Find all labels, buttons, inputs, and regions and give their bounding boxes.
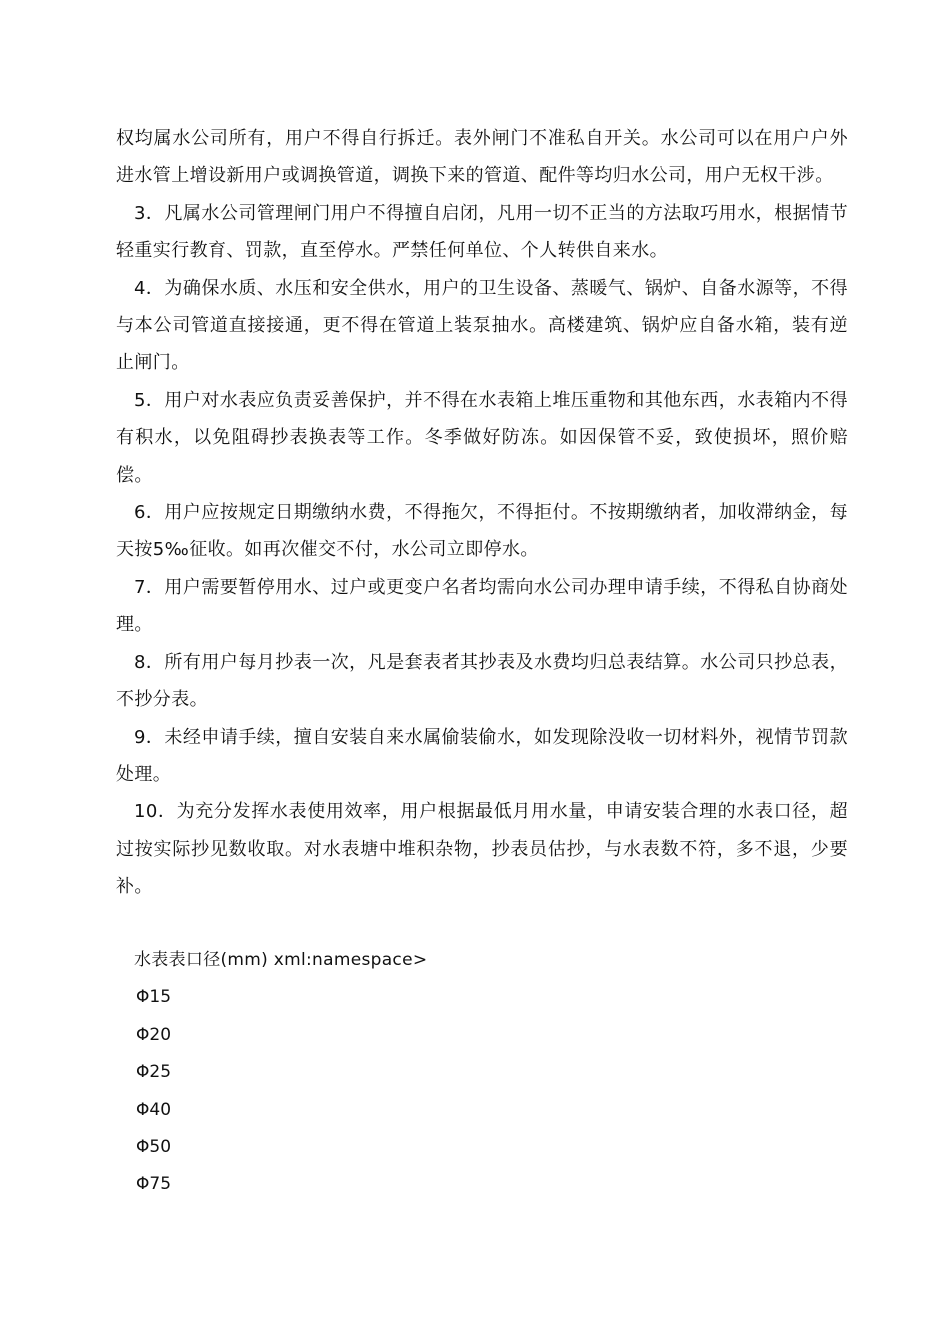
meter-size-item: Φ40 — [136, 1099, 172, 1120]
meter-size-item: Φ15 — [136, 987, 172, 1008]
paragraph-rule-4: 4．为确保水质、水压和安全供水，用户的卫生设备、蒸暖气、锅炉、自备水源等，不得与本公司管道直接接通，更不得在管道上装泵抽水。高楼建筑、锅炉应自备水箱，装有逆止闸门。 — [116, 277, 848, 374]
paragraph-rule-3: 3．凡属水公司管理闸门用户不得擅自启闭，凡用一切不正当的方法取巧用水，根据情节轻重实行教育、罚款，直至停水。严禁任何单位、个人转供自来水。 — [116, 202, 848, 262]
meter-size-section — [134, 942, 734, 1204]
meter-size-item: Φ50 — [136, 1137, 172, 1158]
paragraph-rule-5: 5．用户对水表应负责妥善保护，并不得在水表箱上堆压重物和其他东西，水表箱内不得有积水，以免阻碍抄表换表等工作。冬季做好防冻。如因保管不妥，致使损坏，照价赔偿。 — [116, 389, 848, 486]
document-body — [116, 120, 848, 906]
paragraph-continuation: 权均属水公司所有，用户不得自行拆迁。表外闸门不准私自开关。水公司可以在用户户外进水管上增设新用户或调换管道，调换下来的管道、配件等均归水公司，用户无权干涉。 — [116, 128, 848, 187]
paragraph-rule-6: 6．用户应按规定日期缴纳水费，不得拖欠，不得拒付。不按期缴纳者，加收滞纳金，每天按5‰征收。如再次催交不付，水公司立即停水。 — [116, 502, 848, 561]
paragraph-rule-10: 10．为充分发挥水表使用效率，用户根据最低月用水量，申请安装合理的水表口径，超过按实际抄见数收取。对水表塘中堆积杂物，抄表员估抄，与水表数不符，多不退，少要补。 — [116, 801, 848, 898]
paragraph-rule-8: 8．所有用户每月抄表一次，凡是套表者其抄表及水费均归总表结算。水公司只抄总表，不抄分表。 — [116, 651, 848, 711]
meter-size-title: 水表表口径(mm) xml:namespace> — [134, 950, 428, 970]
paragraph-rule-7: 7．用户需要暂停用水、过户或更变户名者均需向水公司办理申请手续，不得私自协商处理。 — [116, 576, 848, 636]
paragraph-rule-9: 9．未经申请手续，擅自安装自来水属偷装偷水，如发现除没收一切材料外，视情节罚款处理。 — [116, 726, 848, 785]
meter-size-item: Φ20 — [136, 1024, 172, 1045]
meter-size-item: Φ25 — [136, 1062, 172, 1083]
meter-size-list — [134, 979, 734, 1203]
meter-size-item: Φ75 — [136, 1174, 172, 1195]
